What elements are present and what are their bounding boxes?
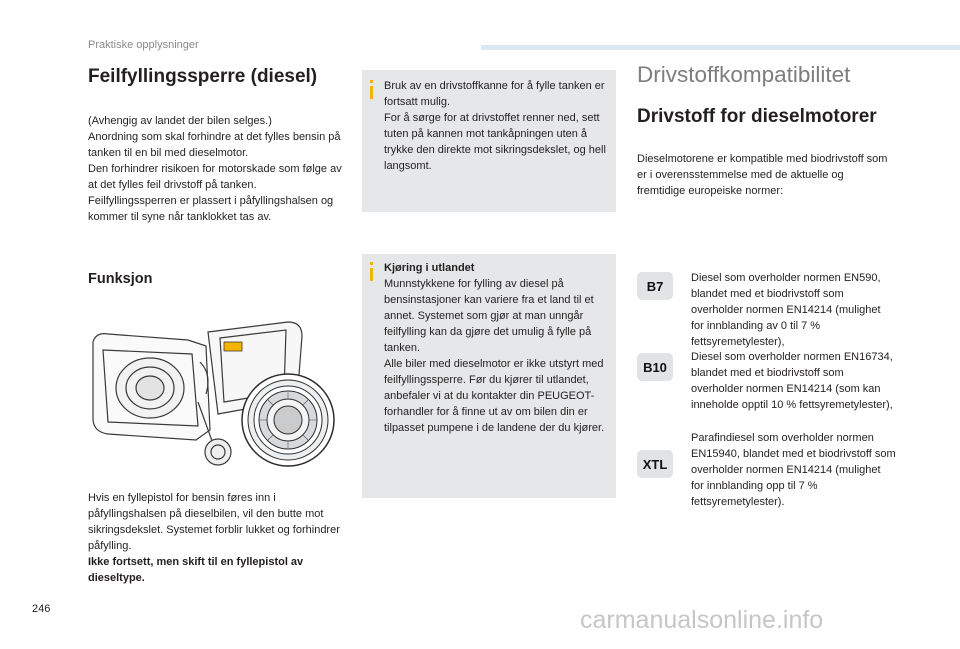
- watermark: carmanualsonline.info: [580, 606, 824, 634]
- note-abroad: [362, 254, 616, 498]
- compatibility-intro: Dieselmotorene er kompatible med biodrivstoff som er i overensstemmelse med de aktuelle og fremtidige europeiske normer:: [637, 153, 888, 197]
- warning-text: Ikke fortsett, men skift til en fyllepistol av dieseltype.: [88, 556, 304, 584]
- info-marker-icon: [370, 268, 373, 281]
- function-subtitle: Funksjon: [88, 271, 153, 287]
- note-abroad-title: Kjøring i utlandet: [384, 262, 475, 274]
- info-marker-icon: [370, 86, 373, 99]
- b7-text: Diesel som overholder normen EN590, blandet med et biodrivstoff som overholder normen EN14214 (mulighet for innblanding av 0 til 7 % fettsyremetylester),: [691, 272, 881, 348]
- misfuel-device-detail: [242, 374, 334, 466]
- note-abroad-text: Munnstykkene for fylling av diesel på bensinstasjoner kan variere fra et land til et annet. Systemet som gjør at man unngår feilfylling kan da gjøre det umulig å fylle på tanken. Alle biler med dieselmotor er ikke utstyrt med feilfyllingssperre. Før du kjører til utlandet, anbefaler vi at du kontakter din PEUGEOT-forhandler for å finne ut av om bilen din er tilpasset pumpene i de landene der du kjører.: [384, 278, 605, 434]
- misfuel-intro: (Avhengig av landet der bilen selges.) Anordning som skal forhindre at det fylles bensin på tanken til en bil med dieselmotor. Den forhindrer risikoen for motorskade som følge av at det fylles feil drivstoff på tanken. Feilfyllingssperren er plassert i påfyllingshalsen og kommer til syne når tanklokket tas av.: [88, 115, 342, 223]
- fuel-cap: [205, 439, 231, 465]
- note-jerrycan: [362, 70, 616, 212]
- b7-badge-icon: B7: [637, 272, 673, 300]
- note-abroad-content: [384, 260, 612, 436]
- xtl-text: Parafindiesel som overholder normen EN15940, blandet med et biodrivstoff som overholder normen EN14214 (mulighet for innblanding opp til 7 % fettsyremetylester).: [691, 432, 896, 508]
- function-text-block: [88, 490, 346, 586]
- compatibility-title: Drivstoffkompatibilitet: [637, 62, 851, 87]
- fuel-filler-illustration: [88, 302, 348, 472]
- misfuel-title: Feilfyllingssperre (diesel): [88, 66, 318, 87]
- xtl-badge-icon: XTL: [637, 450, 673, 478]
- b10-text: Diesel som overholder normen EN16734, blandet med et biodrivstoff som overholder normen EN14214 (som kan inneholde opptil 10 % fettsyremetylester),: [691, 351, 893, 411]
- note-jerrycan-text: Bruk av en drivstoffkanne for å fylle tanken er fortsatt mulig. For å sørge for at drivstoffet renner ned, sett tuten på kannen mot tankåpningen uten å trykke den direkte mot sikringsdekslet, og hell langsomt.: [384, 80, 606, 172]
- page-number: 246: [32, 603, 51, 615]
- section-header: Praktiske opplysninger: [88, 39, 199, 51]
- diesel-fuel-subtitle: Drivstoff for dieselmotorer: [637, 106, 877, 127]
- left-column: [88, 66, 346, 287]
- right-column: [637, 62, 897, 199]
- b10-badge-icon: B10: [637, 353, 673, 381]
- header-bar: [481, 45, 960, 50]
- function-text: Hvis en fyllepistol for bensin føres inn i påfyllingshalsen på dieselbilen, vil den butte mot sikringsdekslet. Systemet forblir lukket og forhindrer påfylling.: [88, 492, 340, 552]
